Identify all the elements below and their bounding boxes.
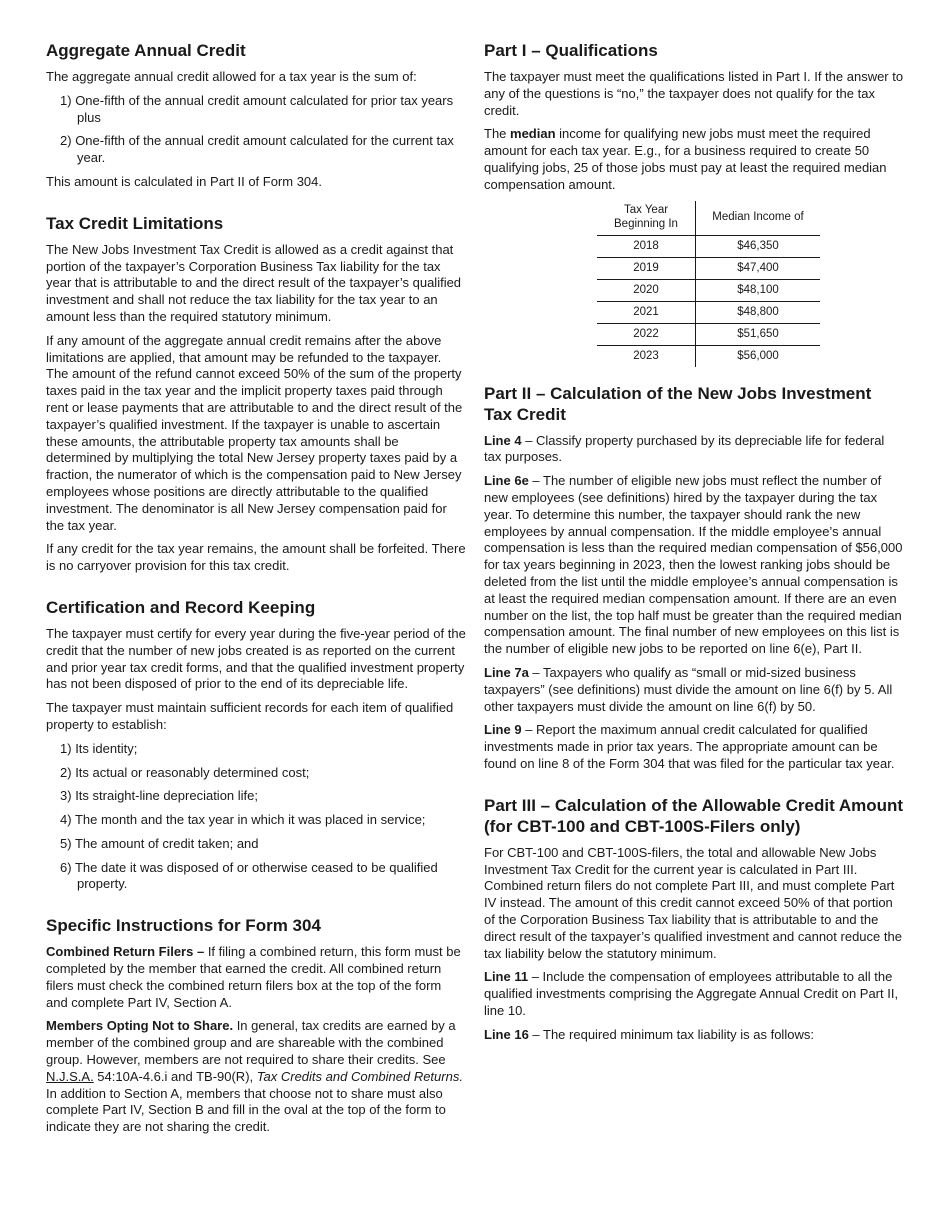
part-1-section: [484, 40, 904, 367]
specific-instructions-section: [46, 915, 466, 1136]
line-16-paragraph: Line 16 – The required minimum tax liability is as follows:: [484, 1026, 814, 1042]
table-row: 2019 $47,400: [597, 257, 820, 279]
part-3-section: [484, 795, 904, 1044]
tax-credit-limitations-section: [46, 213, 466, 575]
aggregate-annual-credit-heading: Aggregate Annual Credit: [46, 41, 246, 60]
limitations-paragraph: If any amount of the aggregate annual credit remains after the above limitations are applied, that amount may be refunded to the taxpayer. The amount of the refund cannot exceed 50% of the sum of the property taxes paid in the tax year and the implicit property taxes paid through rent or lease payments that are attributable to and the direct result of the taxpayer’s qualified investment. If the taxpayer is unable to ascertain these amounts, the attributable property tax amounts shall be determined by multiplying the total New Jersey property taxes paid by a fraction, the numerator of which is the compensation paid to New Jersey employees whose positions are directly attributable to the qualified investment. The denominator is all New Jersey compensation paid for the tax year.: [46, 332, 463, 533]
aggregate-intro: The aggregate annual credit allowed for a tax year is the sum of:: [46, 69, 417, 84]
members-opting-label: Members Opting Not to Share.: [46, 1018, 234, 1034]
list-item: 5) The amount of credit taken; and: [60, 835, 259, 851]
list-item: 1) One-fifth of the annual credit amount calculated for prior tax years plus: [60, 92, 454, 125]
right-column: [484, 40, 904, 1050]
line-7a-paragraph: Line 7a – Taxpayers who qualify as “small or mid-sized business taxpayers” (see definitions) must divide the amount on line 6(f) by 5. All other taxpayers must divide the amount on line 6(f) by 50.: [484, 664, 893, 714]
tax-credit-limitations-heading: Tax Credit Limitations: [46, 213, 224, 233]
list-item: 6) The date it was disposed of or otherwise ceased to be qualified property.: [60, 859, 438, 892]
aggregate-annual-credit-section: [46, 40, 466, 191]
table-row: 2023 $56,000: [597, 345, 820, 367]
list-item: 1) Its identity;: [60, 740, 138, 756]
table-header-row: [597, 201, 820, 236]
combined-return-filers-label: Combined Return Filers –: [46, 944, 205, 960]
line-6e-paragraph: Line 6e – The number of eligible new jobs must reflect the number of new employees (see definitions) hired by the taxpayer during the tax year. To determine this number, the taxpayer should rank the new employees by annual compensation. If the middle employee’s annual compensation is less than the required median compensation of $56,000 for tax years beginning in 2023, then the lowest ranking jobs should be deleted from the list until the middle employee’s annual compensation is at least the required median compensation amount. If there are an even number on the list, the top half must be greater than the required median compensation amount. The final number of new employees on this list is the number of eligible new jobs to be reported on line 6(e), Part II.: [484, 473, 903, 657]
table-row: 2022 $51,650: [597, 323, 820, 345]
part-3-paragraph: For CBT-100 and CBT-100S-filers, the total and allowable New Jobs Investment Tax Credit for the current year is calculated in Part III. Combined return filers do not complete Part III, and must complete Part IV instead. The amount of this credit cannot exceed 50% of that portion of the Corporation Business Tax liability that is attributable to and the direct result of the taxpayer’s qualified investment and cannot reduce the tax liability below the statutory minimum.: [484, 844, 902, 961]
limitations-paragraph: If any credit for the tax year remains, the amount shall be forfeited. There is no carryover provision for this tax credit.: [46, 541, 466, 574]
certification-paragraph: The taxpayer must certify for every year during the five-year period of the credit that the number of new jobs created is as reported on the current and prior year tax credit forms, and that the qualified investment property has not been disposed of prior to the end of its depreciable life.: [46, 625, 466, 692]
part-1-heading: Part I – Qualifications: [484, 41, 658, 60]
specific-instructions-heading: Specific Instructions for Form 304: [46, 916, 321, 936]
table-row: 2021 $48,800: [597, 301, 820, 323]
list-item: 2) One-fifth of the annual credit amount calculated for the current tax year.: [60, 133, 454, 166]
certification-paragraph: The taxpayer must maintain sufficient records for each item of qualified property to establish:: [46, 700, 454, 732]
table-row: 2020 $48,100: [597, 279, 820, 301]
limitations-paragraph: The New Jobs Investment Tax Credit is allowed as a credit against that portion of the taxpayer’s Corporation Business Tax liability for the tax year that is attributable to and the direct result of the taxpayer’s qualified investment and shall not reduce the tax liability for the tax year to an amount less than the required statutory minimum.: [46, 241, 462, 324]
line-4-paragraph: Line 4 – Classify property purchased by its depreciable life for federal tax purposes.: [484, 432, 885, 465]
part-3-heading: Part III – Calculation of the Allowable Credit Amount (for CBT-100 and CBT-100S-Filers only): [484, 795, 904, 836]
median-paragraph: The median income for qualifying new jobs must meet the required amount for each tax year. E.g., for a business required to create 50 qualifying jobs, 25 of those jobs must pay at least the required median compensation amount.: [484, 126, 887, 192]
members-opting-paragraph: Members Opting Not to Share. In general, tax credits are earned by a member of the combined group and are shareable with the combined group. However, members are not required to share their credits. See N.J.S.A. 54:10A-4.6.i and TB-90(R), Tax Credits and Combined Returns. In addition to Section A, members that choose not to share must also complete Part IV, Section B and fill in the oval at the top of the form to indicate they are not sharing the credit.: [46, 1018, 463, 1135]
median-income-column-header: Median Income of: [696, 201, 821, 236]
aggregate-outro: This amount is calculated in Part II of Form 304.: [46, 173, 323, 189]
njsa-reference: N.J.S.A.: [46, 1068, 94, 1084]
left-column: [46, 40, 466, 1143]
tax-year-column-header: Tax Year Beginning In: [597, 201, 696, 236]
list-item: 4) The month and the tax year in which it was placed in service;: [60, 812, 426, 828]
certification-heading: Certification and Record Keeping: [46, 597, 316, 617]
line-9-paragraph: Line 9 – Report the maximum annual credit calculated for qualified investments made in prior tax years. The appropriate amount can be found on line 8 of the Form 304 that was filed for the particular tax year.: [484, 722, 895, 771]
line-11-paragraph: Line 11 – Include the compensation of employees attributable to all the qualified investments comprising the Aggregate Annual Credit on Part II, line 10.: [484, 969, 899, 1018]
part-2-section: [484, 383, 904, 773]
list-item: 2) Its actual or reasonably determined cost;: [60, 764, 310, 780]
part-1-paragraph: The taxpayer must meet the qualifications listed in Part I. If the answer to any of the questions is “no,” the taxpayer does not qualify for the tax credit.: [484, 69, 904, 118]
aggregate-list: [46, 93, 466, 167]
list-item: 3) Its straight-line depreciation life;: [60, 788, 258, 804]
combined-return-filers-paragraph: Combined Return Filers – If filing a combined return, this form must be completed by the member that earned the credit. All combined return filers must check the combined return filers box at the top of the form and complete Part IV, Section A.: [46, 944, 461, 1010]
median-income-table: [597, 201, 820, 367]
certification-section: [46, 597, 466, 893]
records-list: [46, 741, 466, 894]
part-2-heading: Part II – Calculation of the New Jobs Investment Tax Credit: [484, 383, 872, 424]
table-row: 2018 $46,350: [597, 235, 820, 257]
tb90-title: Tax Credits and Combined Returns.: [256, 1068, 463, 1084]
